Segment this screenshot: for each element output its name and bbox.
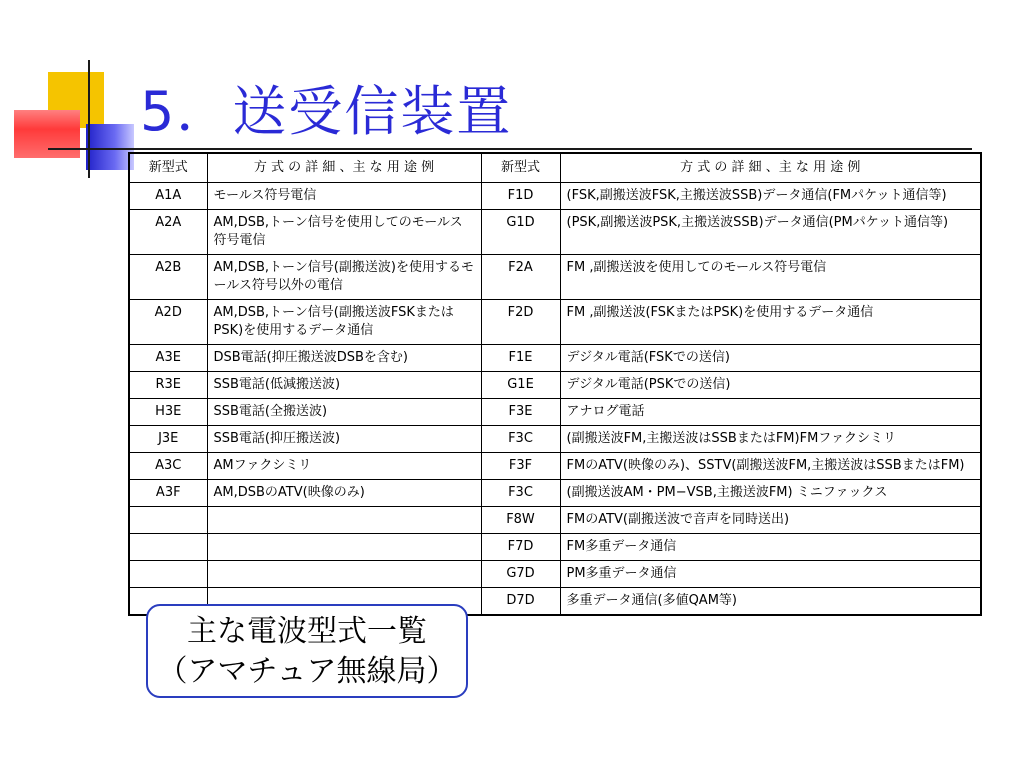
detail-left: SSB電話(全搬送波) (207, 399, 481, 426)
table-row (129, 345, 981, 372)
legend-subtitle: （アマチュア無線局） (157, 654, 457, 689)
type-code-right: F2A (481, 255, 560, 300)
type-code-left (129, 534, 207, 561)
detail-right: FM多重データ通信 (560, 534, 981, 561)
type-code-right: F8W (481, 507, 560, 534)
table-row (129, 534, 981, 561)
detail-left: SSB電話(抑圧搬送波) (207, 426, 481, 453)
header-type-2: 新型式 (481, 153, 560, 183)
header-type-1: 新型式 (129, 153, 207, 183)
type-code-right: F3C (481, 426, 560, 453)
type-code-left: A2D (129, 300, 207, 345)
type-code-left: A3C (129, 453, 207, 480)
detail-left: モールス符号電信 (207, 183, 481, 210)
legend-callout (146, 604, 468, 698)
table-header-row (129, 153, 981, 183)
detail-right: PM多重データ通信 (560, 561, 981, 588)
type-code-right: F1E (481, 345, 560, 372)
type-code-left: A3F (129, 480, 207, 507)
legend-title: 主な電波型式一覧 (187, 614, 427, 649)
table-row (129, 561, 981, 588)
decor-vertical-line (88, 60, 90, 178)
type-code-right: F2D (481, 300, 560, 345)
header-detail-2: 方 式 の 詳 細 、主 な 用 途 例 (560, 153, 981, 183)
type-code-right: G7D (481, 561, 560, 588)
type-code-left: H3E (129, 399, 207, 426)
type-code-left (129, 561, 207, 588)
detail-right: FM ,副搬送波を使用してのモールス符号電信 (560, 255, 981, 300)
detail-left: DSB電話(抑圧搬送波DSBを含む) (207, 345, 481, 372)
table-row (129, 507, 981, 534)
detail-left: AM,DSB,トーン信号(副搬送波)を使用するモールス符号以外の電信 (207, 255, 481, 300)
detail-right: デジタル電話(PSKでの送信) (560, 372, 981, 399)
detail-right: アナログ電話 (560, 399, 981, 426)
type-code-left (129, 507, 207, 534)
detail-left: AMファクシミリ (207, 453, 481, 480)
type-code-right: G1D (481, 210, 560, 255)
type-code-right: G1E (481, 372, 560, 399)
decor-red-bar (14, 110, 80, 158)
type-code-left: A2A (129, 210, 207, 255)
table-row (129, 300, 981, 345)
emission-type-table (128, 152, 982, 616)
detail-right: (副搬送波AM・PM−VSB,主搬送波FM) ミニファックス (560, 480, 981, 507)
detail-right: FMのATV(映像のみ)、SSTV(副搬送波FM,主搬送波はSSBまたはFM) (560, 453, 981, 480)
type-code-right: D7D (481, 588, 560, 616)
detail-right: FMのATV(副搬送波で音声を同時送出) (560, 507, 981, 534)
type-code-right: F3F (481, 453, 560, 480)
title-underline (48, 148, 972, 150)
table-row (129, 372, 981, 399)
type-code-left: A2B (129, 255, 207, 300)
detail-left: AM,DSB,トーン信号を使用してのモールス符号電信 (207, 210, 481, 255)
type-code-right: F7D (481, 534, 560, 561)
table-row (129, 210, 981, 255)
detail-left (207, 534, 481, 561)
detail-right: (PSK,副搬送波PSK,主搬送波SSB)データ通信(PMパケット通信等) (560, 210, 981, 255)
table-body (129, 183, 981, 616)
table-row (129, 183, 981, 210)
detail-right: デジタル電話(FSKでの送信) (560, 345, 981, 372)
table-row (129, 255, 981, 300)
detail-right: FM ,副搬送波(FSKまたはPSK)を使用するデータ通信 (560, 300, 981, 345)
type-code-left: A3E (129, 345, 207, 372)
detail-left: SSB電話(低減搬送波) (207, 372, 481, 399)
decor-blue-square (86, 124, 134, 170)
detail-right: (副搬送波FM,主搬送波はSSBまたはFM)FMファクシミリ (560, 426, 981, 453)
header-detail-1: 方 式 の 詳 細 、主 な 用 途 例 (207, 153, 481, 183)
slide-title: 5．送受信装置 (140, 80, 513, 143)
table-row (129, 480, 981, 507)
type-code-left: A1A (129, 183, 207, 210)
type-code-right: F3C (481, 480, 560, 507)
detail-left: AM,DSBのATV(映像のみ) (207, 480, 481, 507)
table-row (129, 453, 981, 480)
table-row (129, 399, 981, 426)
detail-right: 多重データ通信(多値QAM等) (560, 588, 981, 616)
table-row (129, 426, 981, 453)
detail-left: AM,DSB,トーン信号(副搬送波FSKまたはPSK)を使用するデータ通信 (207, 300, 481, 345)
detail-right: (FSK,副搬送波FSK,主搬送波SSB)データ通信(FMパケット通信等) (560, 183, 981, 210)
type-code-left: R3E (129, 372, 207, 399)
detail-left (207, 561, 481, 588)
type-code-right: F1D (481, 183, 560, 210)
type-code-left: J3E (129, 426, 207, 453)
type-code-right: F3E (481, 399, 560, 426)
detail-left (207, 507, 481, 534)
